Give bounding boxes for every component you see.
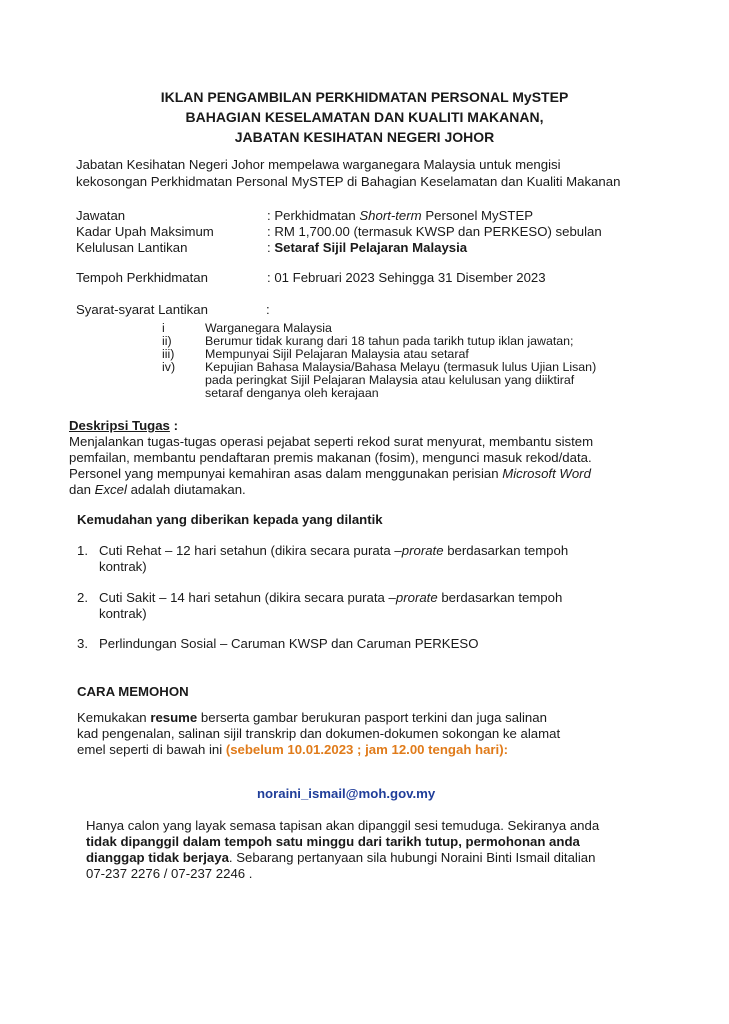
kemudahan-item-text-continued: kontrak) <box>99 559 147 574</box>
jawatan-value: : Perkhidmatan Short-term Personel MySTEP <box>267 208 534 223</box>
footer-line-3: dianggap tidak berjaya. Sebarang pertanyaan sila hubungi Noraini Binti Ismail ditalian <box>86 850 596 865</box>
kelulusan-value: : Setaraf Sijil Pelajaran Malaysia <box>267 240 468 255</box>
footer-line-4: 07-237 2276 / 07-237 2246 . <box>86 866 253 881</box>
deskripsi-line-3: Personel yang mempunyai kemahiran asas dalam menggunakan perisian Microsoft Word <box>69 466 591 481</box>
footer-line-2: tidak dipanggil dalam tempoh satu minggu dari tarikh tutup, permohonan anda <box>86 834 580 849</box>
footer-line-1: Hanya calon yang layak semasa tapisan akan dipanggil sesi temuduga. Sekiranya anda <box>86 818 600 833</box>
kemudahan-item-text-continued: kontrak) <box>99 606 147 621</box>
condition-text: Mempunyai Sijil Pelajaran Malaysia atau setaraf <box>205 347 469 361</box>
jawatan-label: Jawatan <box>76 208 126 223</box>
kemudahan-item-num: 3. <box>77 636 88 651</box>
cara-line-2: kad pengenalan, salinan sijil transkrip dan dokumen-dokumen sokongan ke alamat <box>77 726 561 741</box>
deskripsi-line-4: dan Excel adalah diutamakan. <box>69 482 246 497</box>
cara-heading: CARA MEMOHON <box>77 684 189 699</box>
syarat-colon: : <box>266 302 270 317</box>
intro-line-1: Jabatan Kesihatan Negeri Johor mempelawa warganegara Malaysia untuk mengisi <box>76 157 561 172</box>
condition-num: iii) <box>162 347 175 361</box>
kemudahan-item-text: Perlindungan Sosial – Caruman KWSP dan Caruman PERKESO <box>99 636 479 651</box>
deskripsi-heading: Deskripsi Tugas : <box>69 418 178 433</box>
syarat-label: Syarat-syarat Lantikan <box>76 302 208 317</box>
title-line-3: JABATAN KESIHATAN NEGERI JOHOR <box>234 129 495 145</box>
tempoh-label: Tempoh Perkhidmatan <box>76 270 208 285</box>
cara-line-1: Kemukakan resume berserta gambar berukuran pasport terkini dan juga salinan <box>77 710 547 725</box>
condition-num: i <box>162 321 165 335</box>
title-line-2: BAHAGIAN KESELAMATAN DAN KUALITI MAKANAN, <box>185 109 544 125</box>
condition-text: Kepujian Bahasa Malaysia/Bahasa Melayu (termasuk lulus Ujian Lisan) <box>205 360 597 374</box>
condition-text: Berumur tidak kurang dari 18 tahun pada tarikh tutup iklan jawatan; <box>205 334 574 348</box>
condition-num: ii) <box>162 334 172 348</box>
kemudahan-item-num: 1. <box>77 543 88 558</box>
intro-line-2: kekosongan Perkhidmatan Personal MySTEP di Bahagian Keselamatan dan Kualiti Makanan <box>76 174 621 189</box>
condition-text-continued: pada peringkat Sijil Pelajaran Malaysia atau kelulusan yang diiktiraf <box>205 373 575 387</box>
kemudahan-item-num: 2. <box>77 590 88 605</box>
kemudahan-item-text: Cuti Sakit – 14 hari setahun (dikira secara purata –prorate berdasarkan tempoh <box>99 590 563 605</box>
tempoh-value: : 01 Februari 2023 Sehingga 31 Disember 2023 <box>267 270 546 285</box>
deskripsi-line-1: Menjalankan tugas-tugas operasi pejabat seperti rekod surat menyurat, membantu sistem <box>69 434 594 449</box>
condition-text: Warganegara Malaysia <box>205 321 332 335</box>
kemudahan-heading: Kemudahan yang diberikan kepada yang dilantik <box>77 512 383 527</box>
email-address[interactable]: noraini_ismail@moh.gov.my <box>257 786 436 801</box>
upah-value: : RM 1,700.00 (termasuk KWSP dan PERKESO) sebulan <box>267 224 602 239</box>
condition-num: iv) <box>162 360 176 374</box>
kemudahan-item-text: Cuti Rehat – 12 hari setahun (dikira secara purata –prorate berdasarkan tempoh <box>99 543 569 558</box>
title-line-1: IKLAN PENGAMBILAN PERKHIDMATAN PERSONAL MySTEP <box>160 89 569 105</box>
cara-line-3: emel seperti di bawah ini (sebelum 10.01.2023 ; jam 12.00 tengah hari): <box>77 742 509 757</box>
upah-label: Kadar Upah Maksimum <box>76 224 214 239</box>
kelulusan-label: Kelulusan Lantikan <box>76 240 188 255</box>
condition-text-continued: setaraf denganya oleh kerajaan <box>205 386 379 400</box>
deskripsi-line-2: pemfailan, membantu pendaftaran premis makanan (fosim), mengunci masuk rekod/data. <box>69 450 592 465</box>
